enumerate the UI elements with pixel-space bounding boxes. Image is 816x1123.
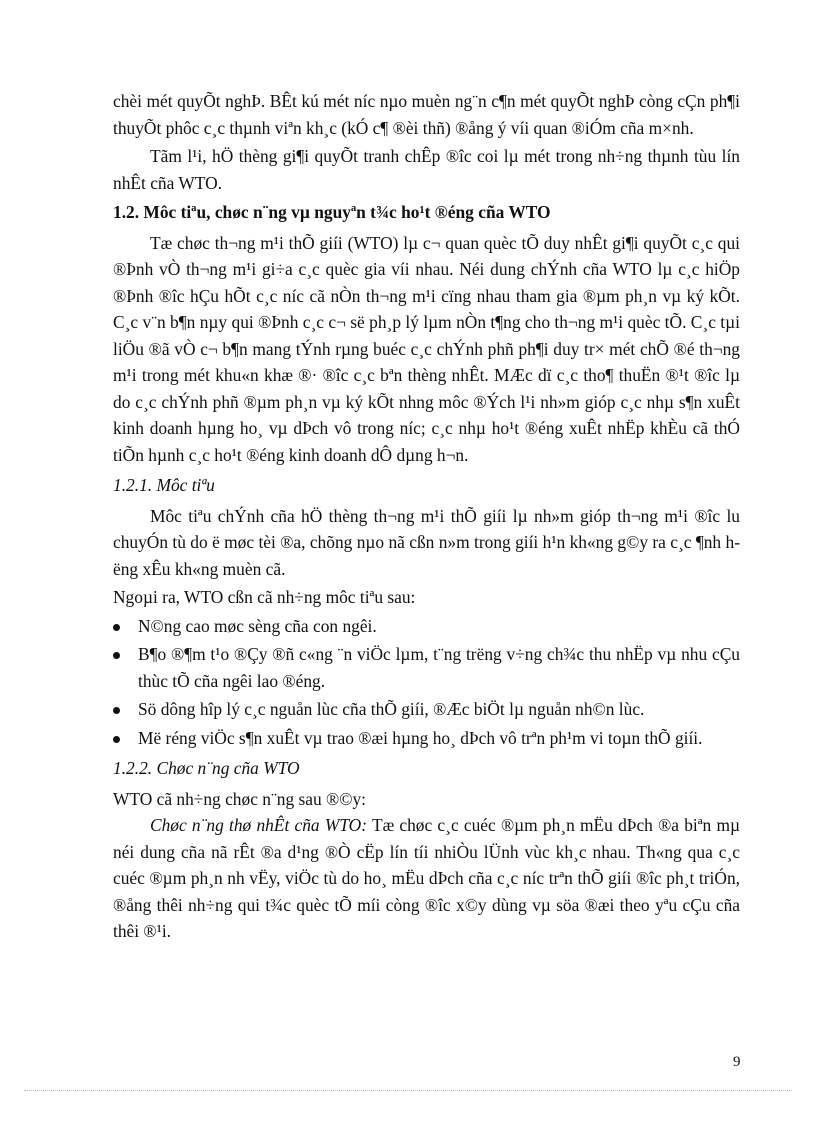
bullet-icon	[113, 736, 120, 743]
list-item-text: Sö dông hîp lý c¸c nguån lùc cña thÕ giíi, ®Æc biÖt lµ nguån nh©n lùc.	[138, 699, 645, 719]
list-item	[113, 725, 740, 752]
list-item	[113, 613, 740, 640]
footer-divider	[24, 1090, 792, 1091]
list-item	[113, 641, 740, 694]
bullet-icon	[113, 624, 120, 631]
bullet-icon	[113, 652, 120, 659]
paragraph: Môc tiªu chÝnh cña hÖ thèng th¬ng m¹i thÕ giíi lµ nh»m gióp th¬ng m¹i ®îc lu chuyÓn tù do ë møc tèi ®a, chõng nµo nã cßn n»m trong giíi h¹n kh«ng g©y ra c¸c ¶nh hëng xÊu kh«ng muèn cã.	[113, 505, 740, 579]
page-number: 9	[733, 1054, 741, 1070]
paragraph: chèi mét quyÕt nghÞ. BÊt kú mét níc nµo muèn ng¨n c¶n mét quyÕt nghÞ còng cÇn ph¶i thuyÕt phôc c¸c thµnh viªn kh¸c (kÓ c¶ ®èi thñ) ®ång ý víi quan ®iÓm cña m×nh.	[113, 91, 740, 138]
list-item-text: N©ng cao møc sèng cña con ngêi.	[138, 615, 377, 636]
section-heading-1-2-1: 1.2.1. Môc tiªu	[113, 475, 215, 495]
goals-list	[113, 613, 740, 752]
document-body	[113, 88, 740, 945]
paragraph: Tæ chøc th¬ng m¹i thÕ giíi (WTO) lµ c¬ quan quèc tÕ duy nhÊt gi¶i quyÕt c¸c qui ®Þnh vÒ th¬ng m¹i gi÷a c¸c quèc gia víi nhau. Néi dung chÝnh cña WTO lµ c¸c hiÖp ®Þnh ®îc hÇu hÕt c¸c níc cã nÒn th¬ng m¹i cïng nhau tham gia ®µm ph¸n vµ ký kÕt. C¸c v¨n b¶n nµy qui ®Þnh c¸c c¬ së ph¸p lý lµm nÒn t¶ng cho th¬ng m¹i quèc tÕ. C¸c tµi liÖu ®ã vÒ c¬ b¶n mang tÝnh rµng buéc c¸c chÝnh phñ ph¶i duy tr× mét chÕ ®é th¬ng m¹i trong mét khu«n khæ ®· ®îc c¸c bªn thèng nhÊt. MÆc dï c¸c tho¶ thuËn ®¹t ®îc lµ do c¸c chÝnh phñ ®µm ph¸n vµ ký kÕt nhng môc ®Ých l¹i nh»m gióp c¸c nhµ s¶n xuÊt kinh doanh hµng ho¸ vµ dÞch vô trong níc; c¸c nhµ ho¹t ®éng xuÊt nhËp khÈu cã thÓ tiÕn hµnh c¸c ho¹t ®éng kinh doanh dÔ dµng h¬n.	[113, 232, 740, 465]
function-lead: Chøc n¨ng thø nhÊt cña WTO:	[150, 815, 368, 835]
section-heading-1-2: 1.2. Môc tiªu, chøc n¨ng vµ nguyªn t¾c ho¹t ®éng cña WTO	[113, 202, 551, 222]
bullet-icon	[113, 707, 120, 714]
section-heading-1-2-2: 1.2.2. Chøc n¨ng cña WTO	[113, 758, 300, 778]
paragraph	[113, 812, 740, 945]
list-item	[113, 696, 740, 723]
paragraph: Tãm l¹i, hÖ thèng gi¶i quyÕt tranh chÊp ®îc coi lµ mét trong nh÷ng thµnh tùu lín nhÊt cña WTO.	[113, 146, 740, 193]
list-item-text: B¶o ®¶m t¹o ®Çy ®ñ c«ng ¨n viÖc lµm, t¨ng trëng v÷ng ch¾c thu nhËp vµ nhu cÇu thùc tÕ cña ngêi lao ®éng.	[138, 644, 740, 691]
function-text: Tæ chøc c¸c cuéc ®µm ph¸n mËu dÞch ®a biªn mµ néi dung cña nã rÊt ®a d¹ng ®Ò cËp lín tíi nhiÒu lÜnh vùc kh¸c nhau. Th«ng qua c¸c cuéc ®µm ph¸n nh vËy, viÖc tù do ho¸ mËu dÞch cña c¸c níc trªn thÕ giíi ®îc ph¸t triÓn, ®ång thêi nh÷ng qui t¾c quèc tÕ míi còng ®îc x©y dùng vµ söa ®æi theo yªu cÇu cña thêi ®¹i.	[113, 815, 740, 941]
list-item-text: Më réng viÖc s¶n xuÊt vµ trao ®æi hµng ho¸ dÞch vô trªn ph¹m vi toµn thÕ giíi.	[138, 727, 703, 748]
paragraph: Ngoµi ra, WTO cßn cã nh÷ng môc tiªu sau:	[113, 587, 416, 607]
paragraph: WTO cã nh÷ng chøc n¨ng sau ®©y:	[113, 788, 366, 809]
